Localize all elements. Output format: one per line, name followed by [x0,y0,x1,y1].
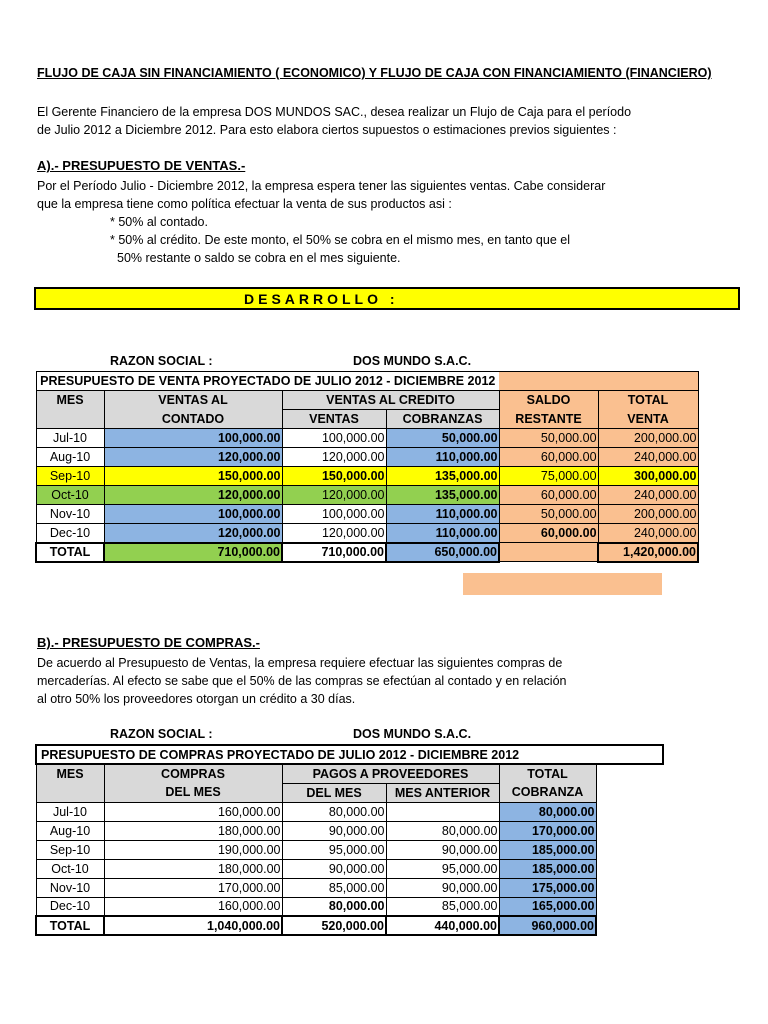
table-row [36,448,698,467]
ventas-cell-contado: 100,000.00 [104,429,282,448]
ventas-cell-mes: Jul-10 [36,429,104,448]
compras-cell-compras: 160,000.00 [104,802,282,821]
ventas-total-contado: 710,000.00 [104,543,282,562]
compras-cell-compras: 180,000.00 [104,821,282,840]
compras-header-row-2 [36,783,663,802]
compras-empty [596,764,663,783]
compras-cell-delmes: 95,000.00 [282,840,386,859]
compras-cell-anterior: 90,000.00 [386,878,499,897]
ventas-cell-ventas: 150,000.00 [282,467,386,486]
compras-empty [596,821,663,840]
table-row [36,878,663,897]
ventas-cell-mes: Nov-10 [36,505,104,524]
ventas-total-label: TOTAL [36,543,104,562]
table-row [36,524,698,543]
ventas-cell-mes: Sep-10 [36,467,104,486]
ventas-cell-ventas: 100,000.00 [282,429,386,448]
compras-header-total-1: TOTAL [499,764,596,783]
ventas-cell-total: 240,000.00 [598,486,698,505]
compras-total-anterior: 440,000.00 [386,916,499,935]
ventas-cell-ventas: 100,000.00 [282,505,386,524]
section-a-text-2: que la empresa tiene como política efectuar la venta de sus productos asi : [37,197,452,211]
compras-cell-total: 165,000.00 [499,897,596,916]
compras-total-label: TOTAL [36,916,104,935]
compras-empty [596,897,663,916]
compras-empty [596,783,663,802]
ventas-cell-contado: 120,000.00 [104,448,282,467]
compras-cell-anterior: 85,000.00 [386,897,499,916]
ventas-cell-ventas: 120,000.00 [282,486,386,505]
ventas-cell-ventas: 120,000.00 [282,448,386,467]
ventas-cell-ventas: 120,000.00 [282,524,386,543]
section-a-text-1: Por el Período Julio - Diciembre 2012, la empresa espera tener las siguientes ventas. Cabe considerar [37,179,606,193]
ventas-cell-saldo: 50,000.00 [499,429,598,448]
compras-cell-delmes: 90,000.00 [282,859,386,878]
compras-caption-row [36,745,663,764]
ventas-caption: PRESUPUESTO DE VENTA PROYECTADO DE JULIO 2012 - DICIEMBRE 2012 [36,372,499,391]
compras-header-pagos: PAGOS A PROVEEDORES [282,764,499,783]
compras-empty [596,859,663,878]
ventas-header-total-2: VENTA [598,410,698,429]
compras-header-mes-blank [36,783,104,802]
ventas-header-contado-2: CONTADO [104,410,282,429]
compras-header-total-2: COBRANZA [499,783,596,802]
compras-cell-mes: Dec-10 [36,897,104,916]
desarrollo-banner [34,287,740,310]
ventas-header-contado-1: VENTAS AL [104,391,282,410]
peach-fill-block [463,573,662,595]
ventas-cell-saldo: 60,000.00 [499,448,598,467]
compras-header-compras-2: DEL MES [104,783,282,802]
compras-header-compras-1: COMPRAS [104,764,282,783]
compras-header-row-1 [36,764,663,783]
ventas-header-row-1 [36,391,698,410]
ventas-razon-value: DOS MUNDO S.A.C. [353,354,472,368]
ventas-cell-saldo: 60,000.00 [499,486,598,505]
compras-cell-anterior: 80,000.00 [386,821,499,840]
table-row-highlighted-oct [36,486,698,505]
compras-cell-total: 80,000.00 [499,802,596,821]
compras-table [35,744,664,936]
ventas-cell-total: 240,000.00 [598,524,698,543]
compras-razon-value: DOS MUNDO S.A.C. [353,727,472,741]
ventas-cell-mes: Aug-10 [36,448,104,467]
section-a-heading: A).- PRESUPUESTO DE VENTAS.- [37,158,246,173]
table-row [36,802,663,821]
ventas-cell-total: 240,000.00 [598,448,698,467]
table-row [36,821,663,840]
compras-cell-compras: 190,000.00 [104,840,282,859]
ventas-caption-fill [499,372,698,391]
table-row [36,429,698,448]
intro-line-1: El Gerente Financiero de la empresa DOS MUNDOS SAC., desea realizar un Flujo de Caja para el período [37,105,632,119]
section-a-bullet-2: * 50% al crédito. De este monto, el 50% se cobra en el mismo mes, en tanto que el [110,233,570,247]
ventas-caption-row [36,372,698,391]
compras-cell-total: 185,000.00 [499,840,596,859]
ventas-cell-contado: 120,000.00 [104,524,282,543]
section-b-heading: B).- PRESUPUESTO DE COMPRAS.- [37,635,260,650]
compras-cell-mes: Sep-10 [36,840,104,859]
compras-cell-mes: Jul-10 [36,802,104,821]
compras-total-delmes: 520,000.00 [282,916,386,935]
ventas-cell-total: 300,000.00 [598,467,698,486]
compras-cell-mes: Aug-10 [36,821,104,840]
table-row-highlighted-sep [36,467,698,486]
compras-cell-total: 185,000.00 [499,859,596,878]
ventas-header-saldo-1: SALDO [499,391,598,410]
ventas-cell-total: 200,000.00 [598,505,698,524]
ventas-cell-contado: 150,000.00 [104,467,282,486]
ventas-cell-cobranzas: 135,000.00 [386,467,499,486]
ventas-header-ventas: VENTAS [282,410,386,429]
compras-cell-compras: 170,000.00 [104,878,282,897]
table-row [36,505,698,524]
compras-empty [596,840,663,859]
section-a-bullet-1: * 50% al contado. [110,215,208,229]
compras-razon-label: RAZON SOCIAL : [110,727,213,741]
ventas-cell-contado: 100,000.00 [104,505,282,524]
table-row [36,859,663,878]
ventas-total-total: 1,420,000.00 [598,543,698,562]
compras-cell-delmes: 80,000.00 [282,897,386,916]
section-b-text-3: al otro 50% los proveedores otorgan un crédito a 30 días. [37,692,356,706]
ventas-total-cobranzas: 650,000.00 [386,543,499,562]
ventas-header-mes: MES [36,391,104,410]
desarrollo-label: DESARROLLO : [244,291,399,307]
compras-total-row [36,916,663,935]
ventas-cell-saldo: 50,000.00 [499,505,598,524]
ventas-table [35,371,699,563]
compras-header-anterior: MES ANTERIOR [386,783,499,802]
ventas-cell-total: 200,000.00 [598,429,698,448]
ventas-cell-cobranzas: 110,000.00 [386,448,499,467]
ventas-total-row [36,543,698,562]
compras-cell-anterior [386,802,499,821]
table-row [36,840,663,859]
compras-cell-delmes: 90,000.00 [282,821,386,840]
compras-cell-compras: 160,000.00 [104,897,282,916]
compras-cell-mes: Oct-10 [36,859,104,878]
ventas-header-credito: VENTAS AL CREDITO [282,391,499,410]
ventas-razon-label: RAZON SOCIAL : [110,354,213,368]
compras-cell-anterior: 90,000.00 [386,840,499,859]
compras-cell-total: 170,000.00 [499,821,596,840]
ventas-cell-cobranzas: 50,000.00 [386,429,499,448]
compras-empty [596,878,663,897]
compras-cell-total: 175,000.00 [499,878,596,897]
compras-header-delmes: DEL MES [282,783,386,802]
compras-total-compras: 1,040,000.00 [104,916,282,935]
compras-empty [596,916,663,935]
ventas-cell-saldo: 60,000.00 [499,524,598,543]
ventas-total-saldo [499,543,598,562]
ventas-cell-mes: Oct-10 [36,486,104,505]
compras-cell-mes: Nov-10 [36,878,104,897]
compras-empty [596,802,663,821]
ventas-cell-cobranzas: 135,000.00 [386,486,499,505]
ventas-cell-saldo: 75,000.00 [499,467,598,486]
compras-cell-compras: 180,000.00 [104,859,282,878]
ventas-header-total-1: TOTAL [598,391,698,410]
compras-cell-delmes: 85,000.00 [282,878,386,897]
ventas-total-ventas: 710,000.00 [282,543,386,562]
section-a-bullet-3: 50% restante o saldo se cobra en el mes siguiente. [117,251,401,265]
compras-caption: PRESUPUESTO DE COMPRAS PROYECTADO DE JULIO 2012 - DICIEMBRE 2012 [36,745,663,764]
section-b-text-2: mercaderías. Al efecto se sabe que el 50% de las compras se efectúan al contado y en relación [37,674,567,688]
compras-cell-delmes: 80,000.00 [282,802,386,821]
compras-cell-anterior: 95,000.00 [386,859,499,878]
ventas-cell-cobranzas: 110,000.00 [386,524,499,543]
table-row [36,897,663,916]
document-title: FLUJO DE CAJA SIN FINANCIAMIENTO ( ECONOMICO) Y FLUJO DE CAJA CON FINANCIAMIENTO (FINANCIERO) [37,66,712,80]
ventas-header-cobranzas: COBRANZAS [386,410,499,429]
section-b-text-1: De acuerdo al Presupuesto de Ventas, la empresa requiere efectuar las siguientes compras de [37,656,563,670]
ventas-header-row-2 [36,410,698,429]
ventas-cell-mes: Dec-10 [36,524,104,543]
compras-header-mes: MES [36,764,104,783]
ventas-cell-contado: 120,000.00 [104,486,282,505]
ventas-header-mes-blank [36,410,104,429]
compras-total-total: 960,000.00 [499,916,596,935]
intro-line-2: de Julio 2012 a Diciembre 2012. Para esto elabora ciertos supuestos o estimaciones previos siguientes : [37,123,617,137]
ventas-header-saldo-2: RESTANTE [499,410,598,429]
ventas-cell-cobranzas: 110,000.00 [386,505,499,524]
